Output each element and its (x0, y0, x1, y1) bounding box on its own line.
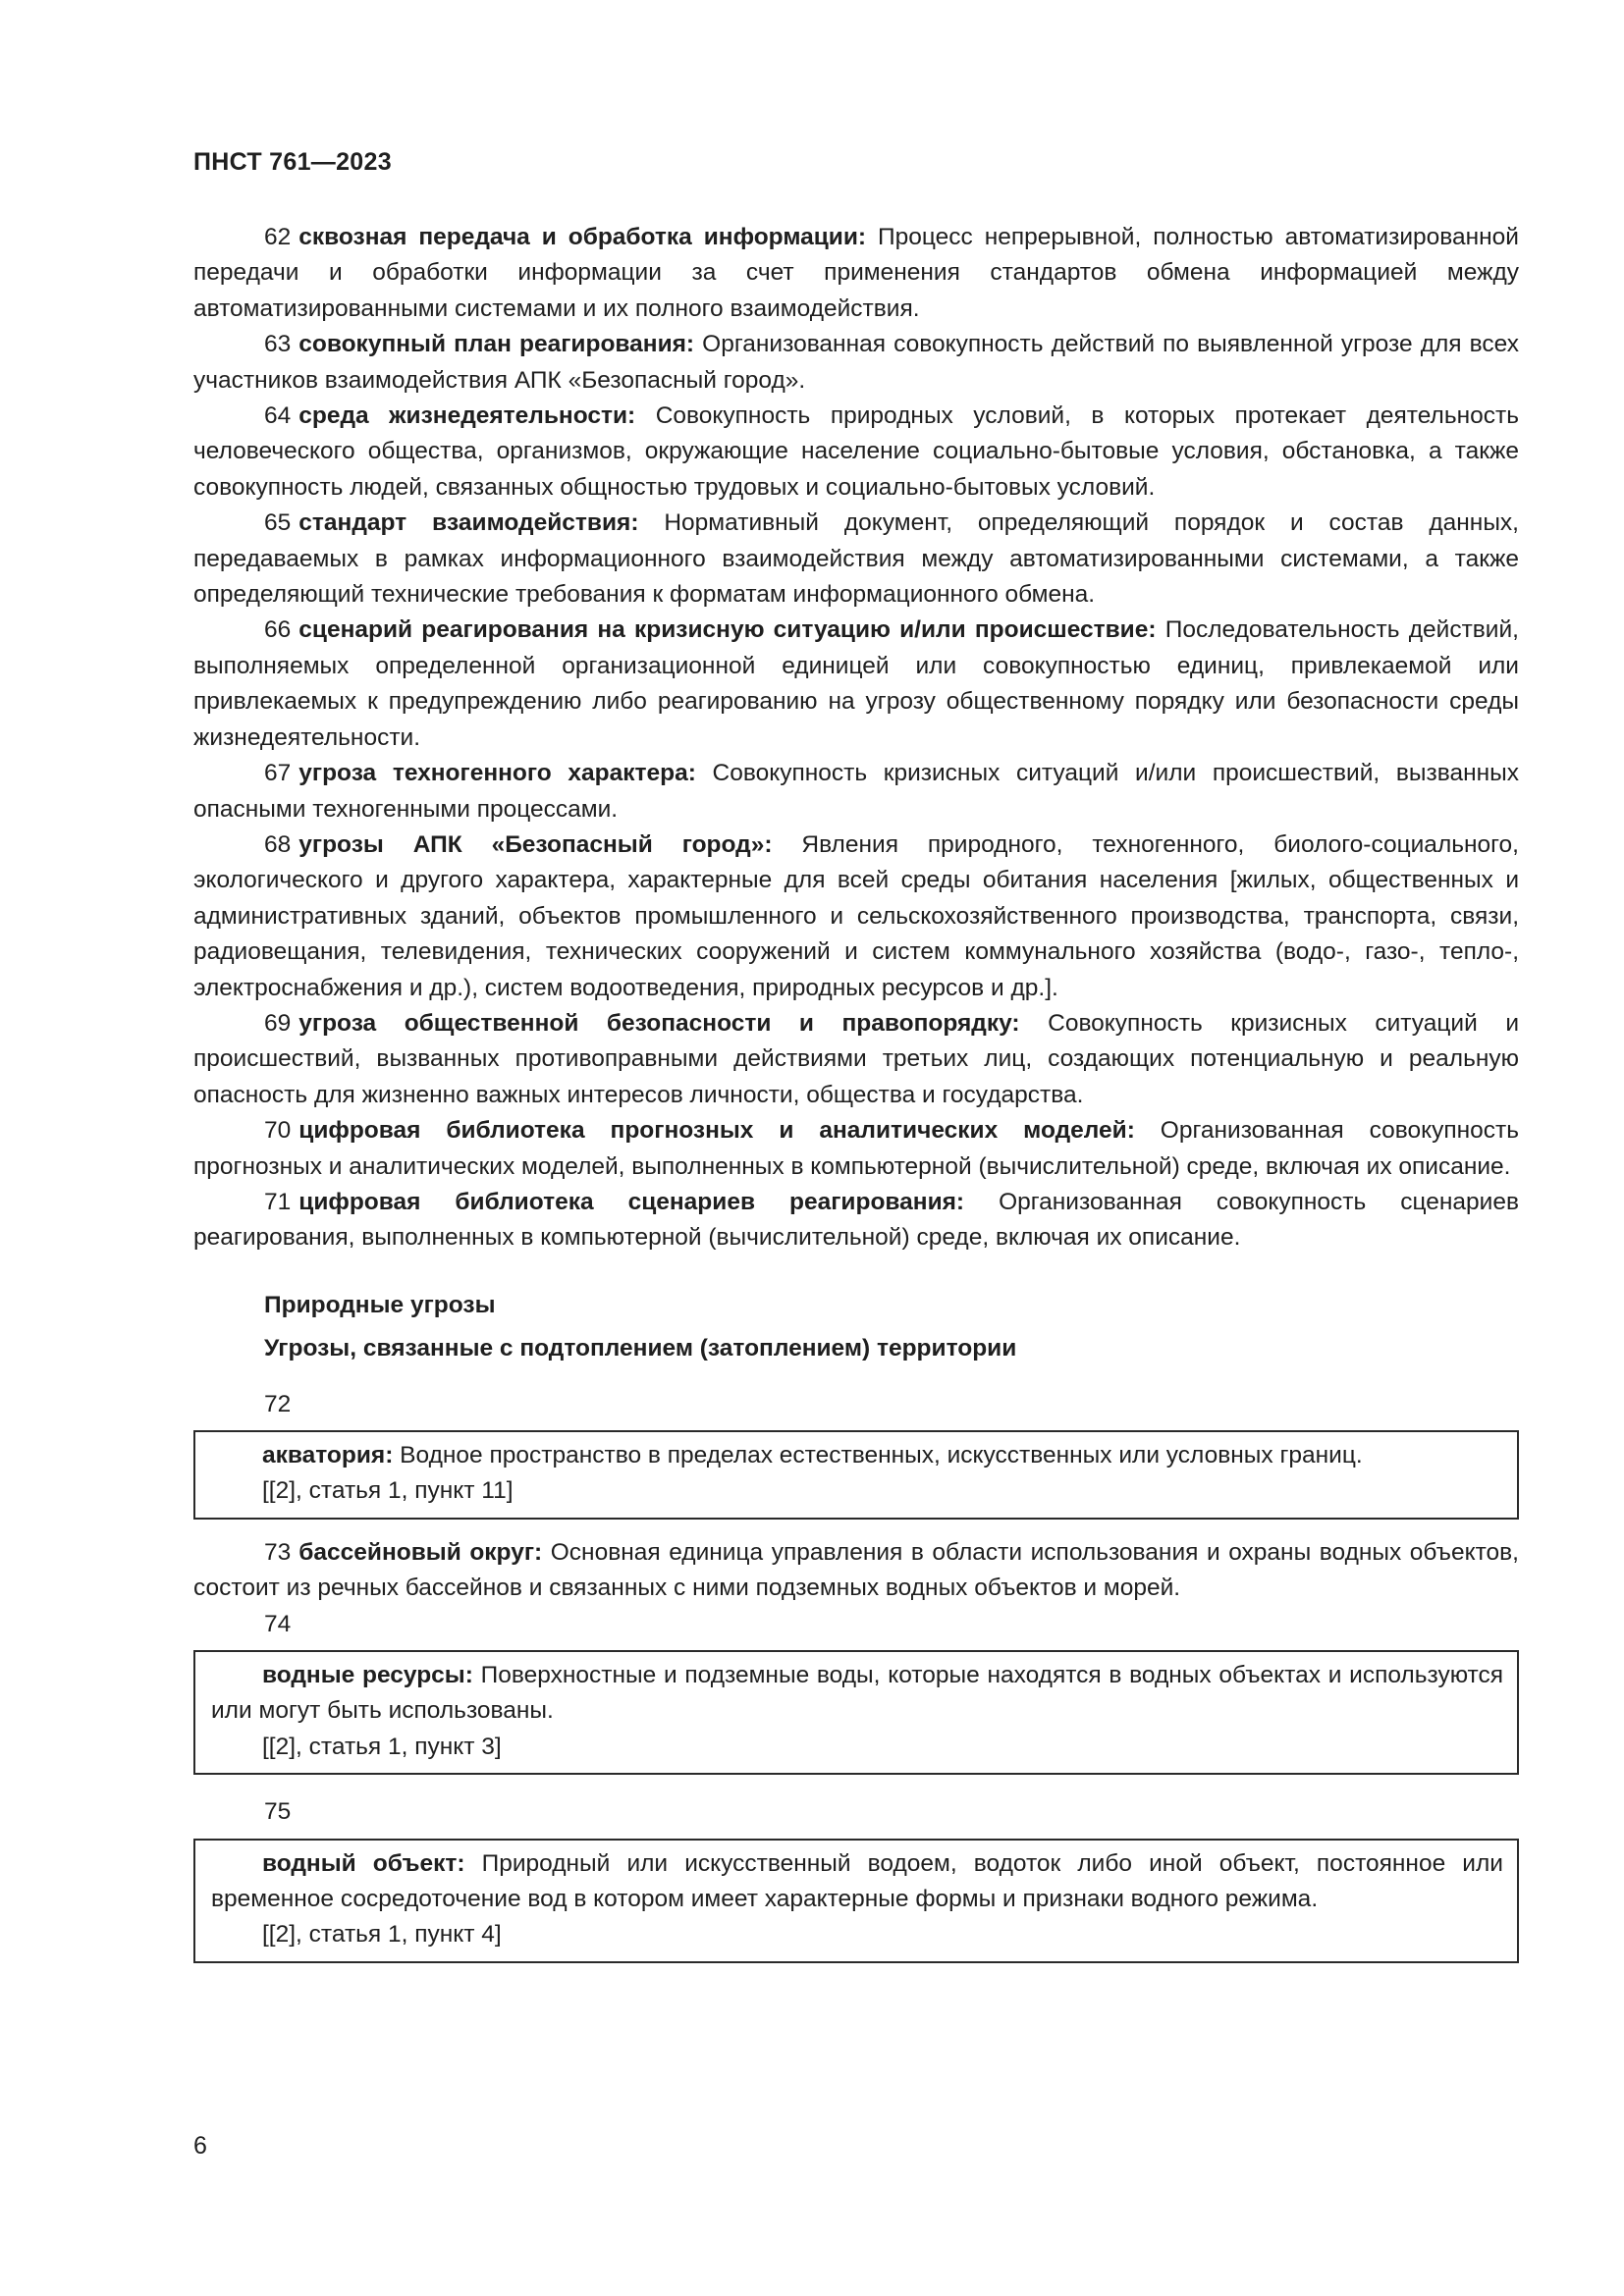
entry-definition: Процесс непрерывной, полностью автоматизированной передачи и обработки информации за счет применения стандартов обмена информацией между автоматизированными системами и их полного взаимодействия. (193, 224, 1519, 322)
entry-number: 71 (264, 1188, 292, 1215)
entry-definition: Последовательность действий, выполняемых определенной организационной единицей или совокупностью единиц, привлекаемой или привлекаемых к предупреждению либо реагированию на угрозу общественному порядку или безопасности среды жизнедеятельности. (193, 616, 1519, 751)
term-entry (193, 756, 1519, 828)
term-entry (193, 506, 1519, 613)
entry-definition: Водное пространство в пределах естественных, искусственных или условных границ. (393, 1442, 1363, 1468)
term-entry (193, 828, 1519, 1006)
term-entry (193, 1185, 1519, 1256)
entry-number: 63 (264, 331, 292, 358)
entry-source-reference: [[2], статья 1, пункт 3] (262, 1733, 502, 1760)
entry-number-72: 72 (264, 1390, 292, 1417)
entry-term: угрозы АПК «Безопасный город»: (298, 830, 773, 858)
entry-number: 68 (264, 830, 292, 858)
entry-number: 70 (264, 1117, 292, 1145)
term-entry (211, 1658, 1503, 1730)
entry-definition: Организованная совокупность действий по выявленной угрозе для всех участников взаимодействия АПК «Безопасный город». (193, 331, 1519, 394)
entry-definition: Организованная совокупность сценариев реагирования, выполненных в компьютерной (вычислительной) среде, включая их описание. (193, 1188, 1519, 1252)
entry-number: 62 (264, 224, 292, 250)
entry-definition: Нормативный документ, определяющий порядок и состав данных, передаваемых в рамках информационного взаимодействия между автоматизированными системами, а также определяющий технические требования к форматам информационного обмена. (193, 509, 1519, 609)
entry-number: 65 (264, 509, 292, 537)
entry-number-75: 75 (264, 1798, 292, 1826)
entry-number: 69 (264, 1009, 292, 1037)
term-entry (211, 1438, 1503, 1473)
entry-source-reference: [[2], статья 1, пункт 11] (262, 1477, 514, 1505)
quoted-term-box-74 (193, 1650, 1519, 1775)
entry-term: акватория: (262, 1442, 394, 1468)
entry-term: цифровая библиотека сценариев реагирования: (298, 1188, 965, 1215)
term-entry (193, 1006, 1519, 1113)
page-number: 6 (193, 2132, 207, 2160)
entry-definition: Совокупность кризисных ситуаций и/или происшествий, вызванных опасными техногенными процессами. (193, 760, 1519, 823)
term-entries-list (193, 220, 1519, 1256)
document-header-id: ПНСТ 761—2023 (193, 148, 392, 176)
entry-term: сквозная передача и обработка информации: (298, 224, 867, 250)
term-entry (193, 327, 1519, 399)
term-entry (193, 613, 1519, 756)
entry-term: угроза техногенного характера: (298, 760, 696, 787)
section-heading: Природные угрозы (264, 1291, 496, 1318)
entry-term: водные ресурсы: (262, 1662, 473, 1689)
entry-number: 73 (264, 1538, 292, 1566)
entry-number: 66 (264, 616, 292, 644)
entry-term: среда жизнедеятельности: (298, 402, 636, 430)
term-entry (193, 220, 1519, 327)
entry-definition: Совокупность природных условий, в которых протекает деятельность человеческого общества, организмов, окружающие население социально-бытовые условия, обстановка, а также совокупность людей, связанных общностью трудовых и социально-бытовых условий. (193, 402, 1519, 501)
term-entry (193, 1113, 1519, 1185)
entry-term: цифровая библиотека прогнозных и аналитических моделей: (298, 1117, 1135, 1145)
entry-definition: Основная единица управления в области использования и охраны водных объектов, состоит из речных бассейнов и связанных с ними подземных водных объектов и морей. (193, 1538, 1519, 1602)
term-entry (211, 1846, 1503, 1918)
document-body (193, 220, 1519, 1963)
entry-definition: Явления природного, техногенного, биолого-социального, экологического и другого характера, характерные для всей среды обитания населения [жилых, общественных и административных зданий, объектов промышленного и сельскохозяйственного производства, транспорта, связи, радиовещания, телевидения, технических сооружений и систем коммунального хозяйства (водо-, газо-, тепло-, электроснабжения и др.), систем водоотведения, природных ресурсов и др.]. (193, 830, 1519, 1001)
entry-term: сценарий реагирования на кризисную ситуацию и/или происшествие: (298, 616, 1157, 644)
entry-term: угроза общественной безопасности и правопорядку: (298, 1009, 1020, 1037)
subsection-heading: Угрозы, связанные с подтоплением (затоплением) территории (264, 1335, 1017, 1362)
quoted-term-box-72 (193, 1430, 1519, 1520)
entry-number: 64 (264, 402, 292, 430)
entry-definition: Поверхностные и подземные воды, которые находятся в водных объектах и используются или могут быть использованы. (211, 1662, 1503, 1725)
entry-number-74: 74 (264, 1610, 292, 1637)
entry-term: совокупный план реагирования: (298, 331, 695, 358)
entry-number: 67 (264, 760, 292, 787)
entry-term: бассейновый округ: (298, 1538, 543, 1566)
term-entry (193, 1535, 1519, 1607)
term-entry (193, 399, 1519, 506)
quoted-term-box-75 (193, 1839, 1519, 1963)
entry-definition: Природный или искусственный водоем, водоток либо иной объект, постоянное или временное сосредоточение вод в котором имеет характерные формы и признаки водного режима. (211, 1849, 1503, 1913)
entry-definition: Совокупность кризисных ситуаций и происшествий, вызванных противоправными действиями третьих лиц, создающих потенциальную и реальную опасность для жизненно важных интересов личности, общества и государства. (193, 1009, 1520, 1108)
entry-source-reference: [[2], статья 1, пункт 4] (262, 1921, 502, 1949)
entry-definition: Организованная совокупность прогнозных и аналитических моделей, выполненных в компьютерной (вычислительной) среде, включая их описание. (193, 1117, 1519, 1180)
entry-term: водный объект: (262, 1849, 465, 1877)
entry-term: стандарт взаимодействия: (298, 509, 639, 537)
